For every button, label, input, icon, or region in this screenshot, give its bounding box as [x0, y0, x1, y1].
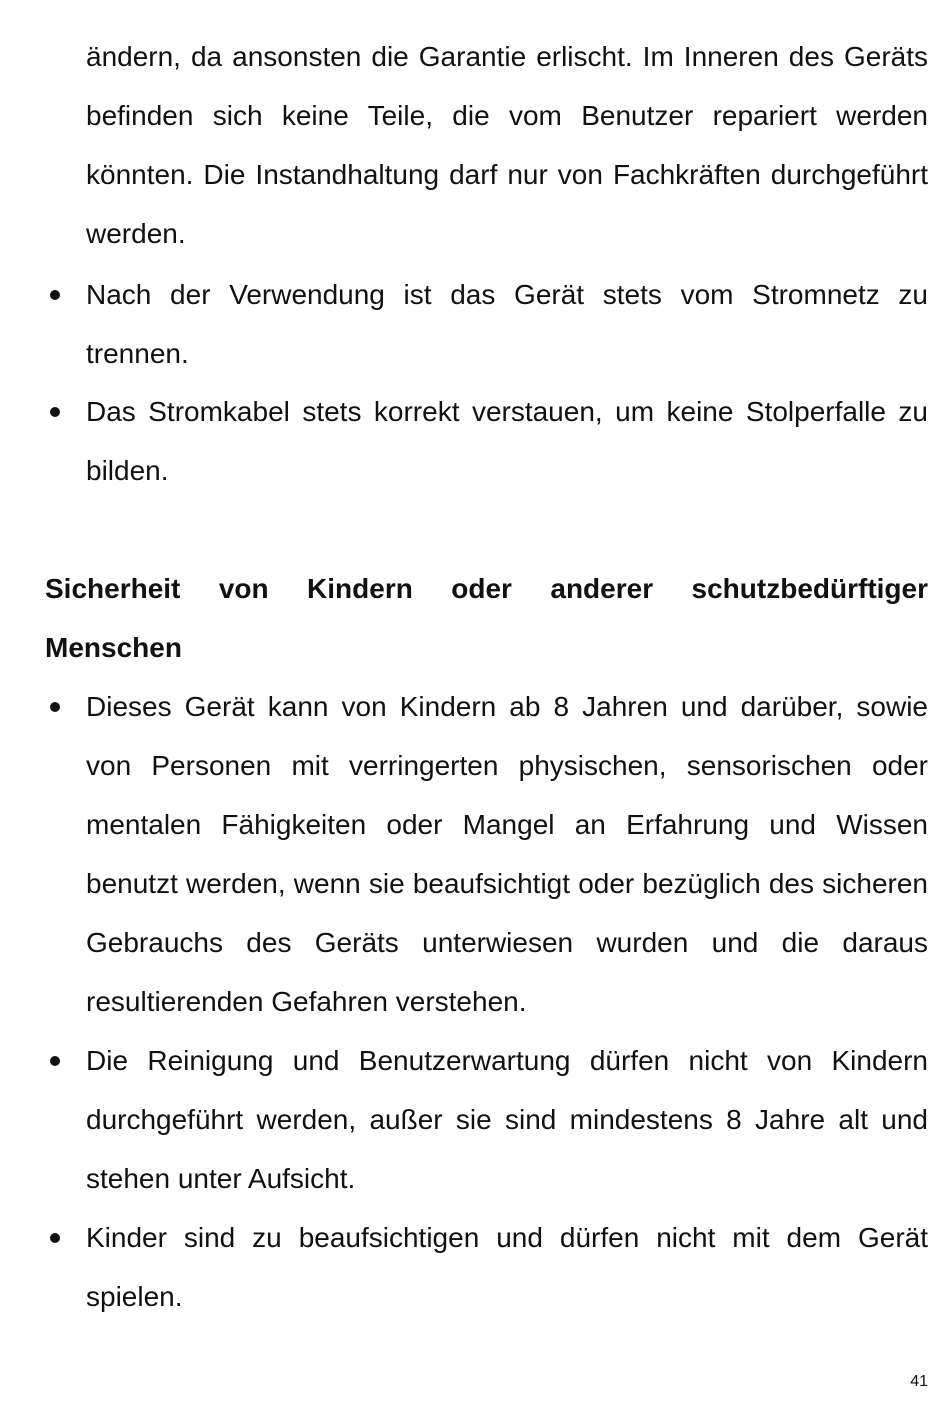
bullet-icon	[50, 290, 60, 300]
section-heading	[45, 559, 928, 677]
bullet-icon	[50, 1056, 60, 1066]
bullet-icon	[50, 1233, 60, 1243]
list-item-supervision: Kinder sind zu beaufsichtigen und dürfen nicht mit dem Gerät spielen.	[86, 1222, 928, 1312]
list-item-cable: Das Stromkabel stets korrekt verstauen, um keine Stolperfalle zu bilden.	[86, 396, 928, 486]
list-item-children-usage: Dieses Gerät kann von Kindern ab 8 Jahren und darüber, sowie von Personen mit verringerten physischen, sensorischen oder mentalen Fähigkeiten oder Mangel an Erfahrung und Wissen benutzt werden, wenn sie beaufsichtigt oder bezüglich des sicheren Gebrauchs des Geräts unterwiesen wurden und die daraus resultierenden Gefahren verstehen.	[86, 691, 928, 1017]
continuation-paragraph: ändern, da ansonsten die Garantie erlischt. Im Inneren des Geräts befinden sich keine Teile, die vom Benutzer repariert werden könnten. Die Instandhaltung darf nur von Fachkräften durchgeführt werden.	[86, 41, 928, 249]
list-item-cleaning: Die Reinigung und Benutzerwartung dürfen nicht von Kindern durchgeführt werden, außer sie sind mindestens 8 Jahre alt und stehen unter Aufsicht.	[86, 1045, 928, 1194]
list-item-unplug: Nach der Verwendung ist das Gerät stets vom Stromnetz zu trennen.	[86, 279, 928, 369]
bullet-icon	[50, 702, 60, 712]
bullet-icon	[50, 407, 60, 417]
section-heading-line1: Sicherheit von Kindern oder anderer schutzbedürftiger	[45, 573, 928, 604]
page-number: 41	[910, 1373, 928, 1390]
section-heading-line2: Menschen	[45, 632, 182, 663]
